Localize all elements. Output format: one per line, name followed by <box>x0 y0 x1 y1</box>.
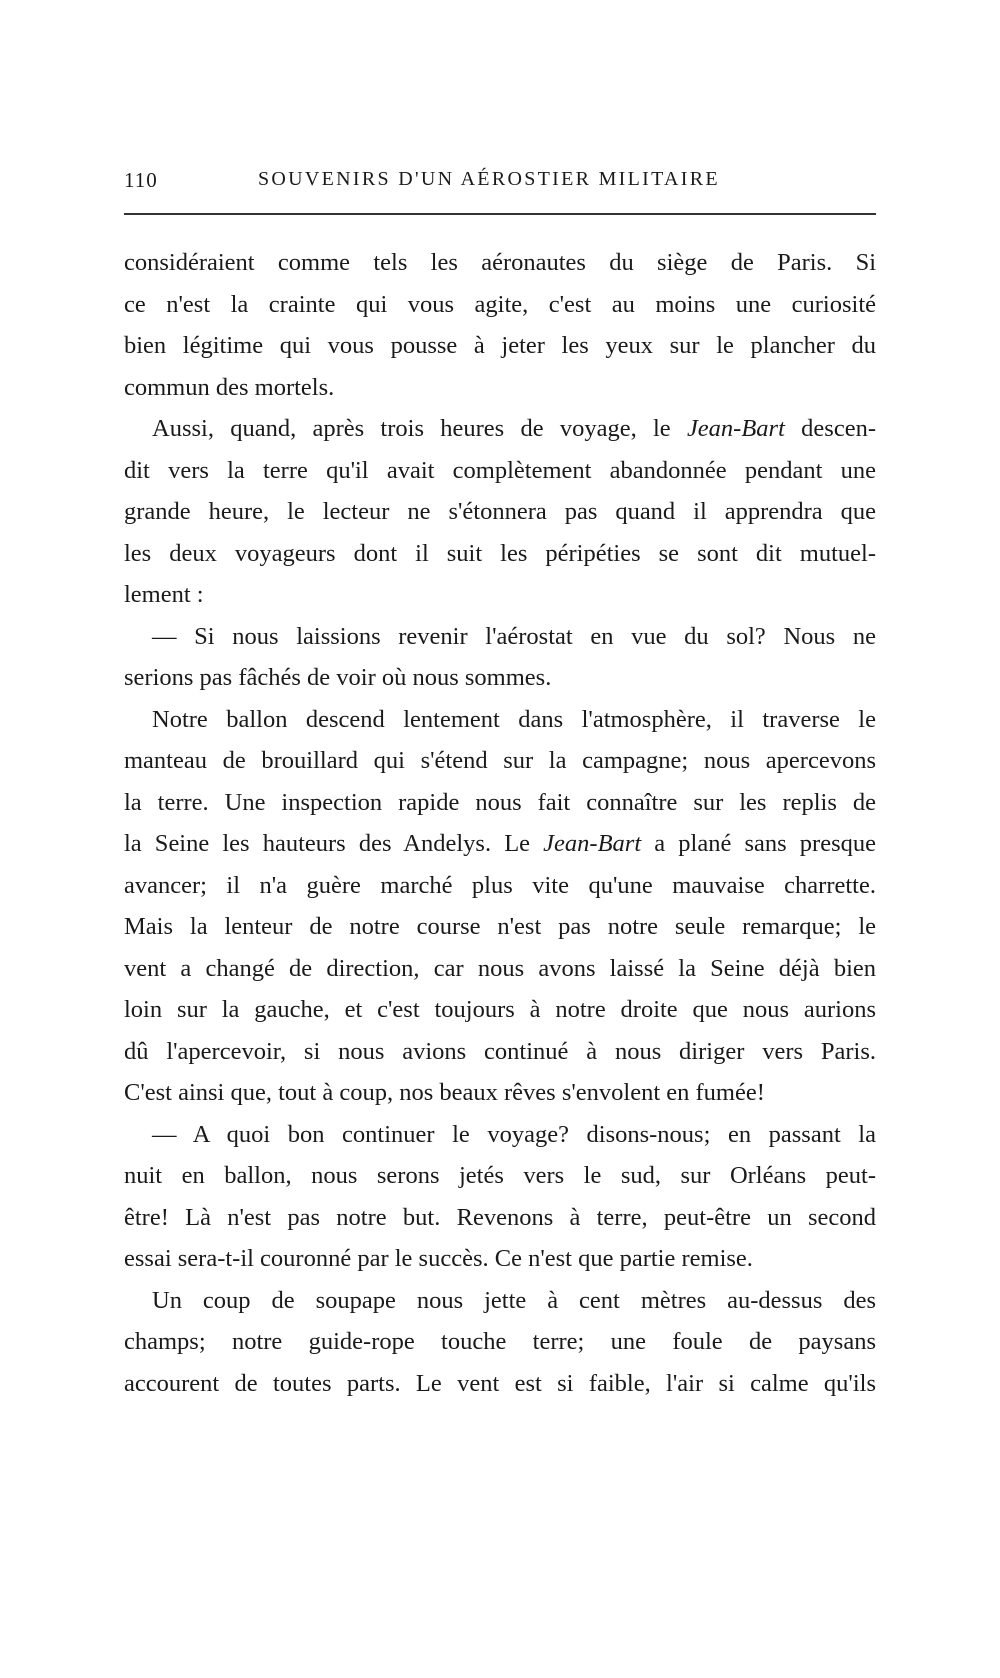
text-span: ce n'est la crainte qui vous agite, c'est au moins une curiosité <box>124 290 876 318</box>
italic-ship-name: Jean-Bart <box>543 830 642 857</box>
page-number: 110 <box>124 168 158 192</box>
text-span: Un coup de soupape nous jette à cent mètres au-dessus des <box>152 1286 876 1314</box>
text-span: dit vers la terre qu'il avait complètement abandonnée pendant une <box>124 456 876 484</box>
text-line <box>124 1363 876 1405</box>
text-span: descen- <box>784 415 876 442</box>
text-line <box>124 242 876 284</box>
text-span: — Si nous laissions revenir l'aérostat en vue du sol? Nous ne <box>152 622 876 650</box>
text-span: la Seine les hauteurs des Andelys. Le <box>124 830 544 857</box>
text-line <box>124 325 876 367</box>
text-span: bien légitime qui vous pousse à jeter les yeux sur le plancher du <box>124 332 876 359</box>
text-span: champs; notre guide-rope touche terre; une foule de paysans <box>124 1328 876 1355</box>
text-line <box>124 408 876 450</box>
text-line <box>124 1072 876 1114</box>
text-line <box>124 1031 876 1073</box>
text-span: avancer; il n'a guère marché plus vite qu'une mauvaise charrette. <box>124 871 876 899</box>
text-line <box>124 491 876 533</box>
text-span: loin sur la gauche, et c'est toujours à notre droite que nous aurions <box>124 996 876 1023</box>
text-span: — A quoi bon continuer le voyage? disons-nous; en passant la <box>152 1120 876 1148</box>
text-line <box>124 1280 876 1322</box>
running-title: SOUVENIRS D'UN AÉROSTIER MILITAIRE <box>258 168 720 190</box>
text-line <box>124 699 876 741</box>
text-span: Aussi, quand, après trois heures de voyage, le <box>152 415 687 442</box>
text-line <box>124 1238 876 1280</box>
text-line <box>124 989 876 1031</box>
text-span: considéraient comme tels les aéronautes du siège de Paris. Si <box>124 249 876 276</box>
text-span: grande heure, le lecteur ne s'étonnera pas quand il apprendra que <box>124 498 876 525</box>
text-line <box>124 1155 876 1197</box>
text-line <box>124 865 876 907</box>
text-line <box>124 906 876 948</box>
italic-ship-name: Jean-Bart <box>686 415 785 442</box>
text-line <box>124 1114 876 1156</box>
text-line <box>124 1321 876 1363</box>
text-span: essai sera-t-il couronné par le succès. Ce n'est que partie remise. <box>124 1245 753 1272</box>
text-span: lement : <box>124 581 204 608</box>
text-span: a plané sans presque <box>641 830 876 857</box>
text-span: accourent de toutes parts. Le vent est si faible, l'air si calme qu'ils <box>124 1369 876 1397</box>
text-span: manteau de brouillard qui s'étend sur la campagne; nous apercevons <box>124 747 876 774</box>
text-line <box>124 533 876 575</box>
header-rule <box>124 213 876 215</box>
text-line <box>124 657 876 699</box>
text-line <box>124 450 876 492</box>
text-span: nuit en ballon, nous serons jetés vers le sud, sur Orléans peut- <box>124 1162 876 1189</box>
body-text <box>124 242 876 1404</box>
text-line <box>124 574 876 616</box>
text-span: Notre ballon descend lentement dans l'atmosphère, il traverse le <box>152 705 876 733</box>
text-span: C'est ainsi que, tout à coup, nos beaux rêves s'envolent en fumée! <box>124 1079 765 1106</box>
running-head <box>124 168 876 198</box>
text-line <box>124 616 876 658</box>
text-line <box>124 740 876 782</box>
text-span: la terre. Une inspection rapide nous fait connaître sur les replis de <box>124 788 876 816</box>
text-line <box>124 823 876 865</box>
text-span: Mais la lenteur de notre course n'est pas notre seule remarque; le <box>124 913 876 940</box>
text-span: serions pas fâchés de voir où nous sommes. <box>124 664 552 691</box>
text-span: commun des mortels. <box>124 373 335 401</box>
text-line <box>124 367 876 409</box>
text-span: être! Là n'est pas notre but. Revenons à terre, peut-être un second <box>124 1203 876 1231</box>
text-line <box>124 1197 876 1239</box>
text-line <box>124 948 876 990</box>
text-span: dû l'apercevoir, si nous avions continué à nous diriger vers Paris. <box>124 1037 876 1065</box>
text-line <box>124 782 876 824</box>
text-line <box>124 284 876 326</box>
text-span: les deux voyageurs dont il suit les péripéties se sont dit mutuel- <box>124 539 876 567</box>
text-span: vent a changé de direction, car nous avons laissé la Seine déjà bien <box>124 954 876 982</box>
